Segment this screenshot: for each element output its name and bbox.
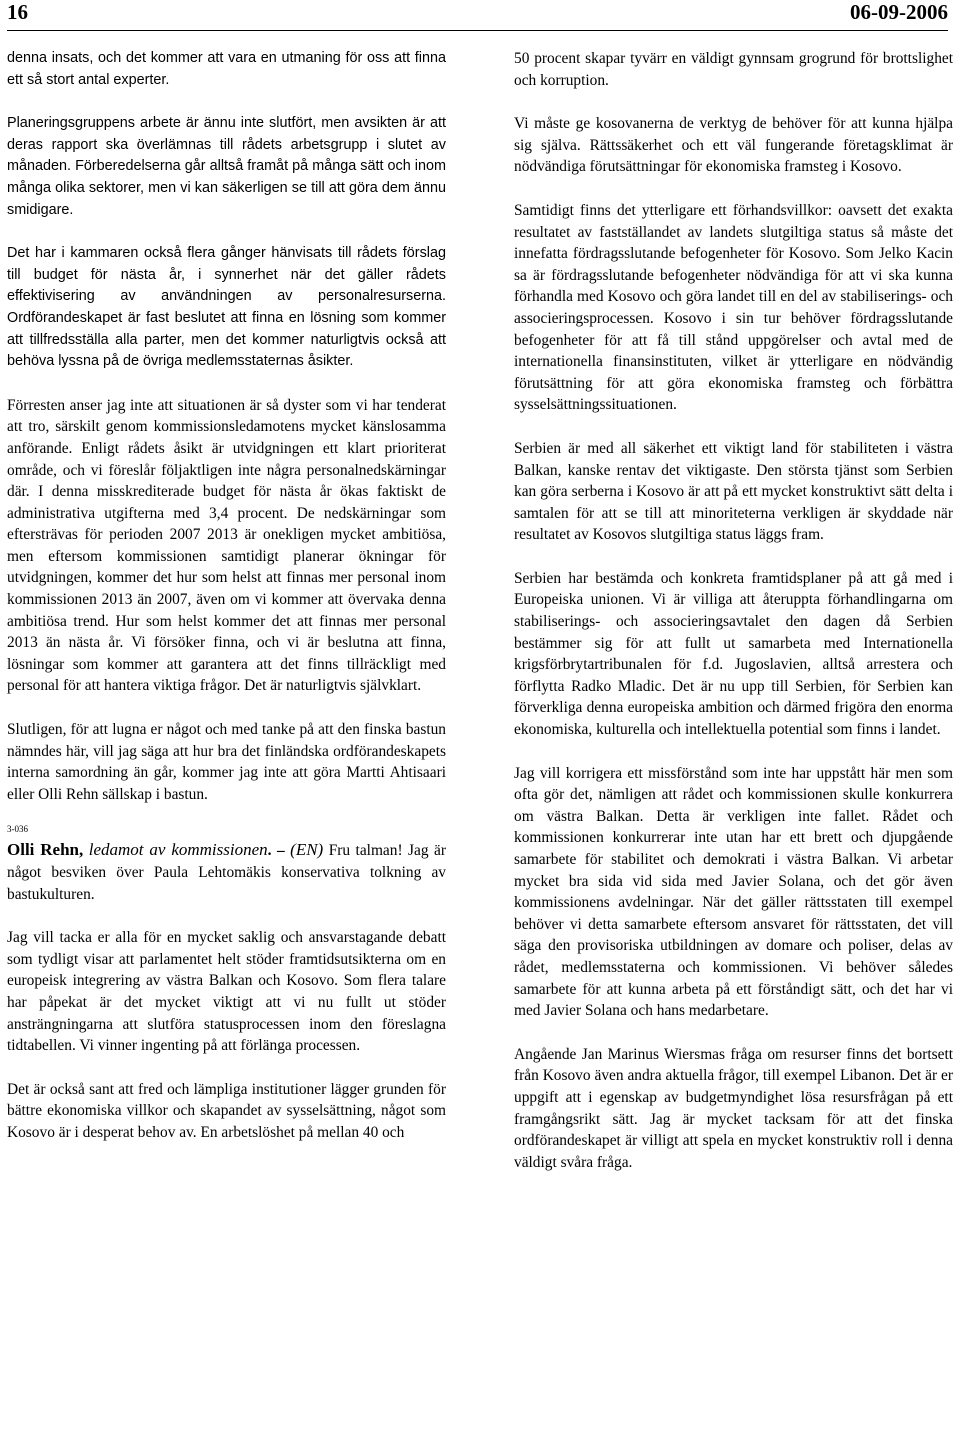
page-date: 06-09-2006 [850, 0, 948, 24]
speech-opening [7, 839, 446, 905]
speech-dash: . – [267, 842, 285, 860]
speech-number: 3-036 [7, 824, 28, 835]
paragraph: denna insats, och det kommer att vara en utmaning för oss att finna ett så stort antal experter. [7, 50, 446, 88]
language-tag: (EN) [290, 840, 324, 860]
paragraph: Jag vill tacka er alla för en mycket saklig och ansvarstagande debatt som tydligt visar att parlamentet helt stöder framtidsutsikterna om en europeisk integrering av västra Balkan och Kosovo. Som flera talare har påpekat är det mycket viktigt att vi nu fullt ut stöder ansträngningarna att slutföra statusprocessen inom den föreslagna tidtabellen. Vi vinner ingenting på att förlänga processen. [7, 929, 446, 1055]
paragraph: Serbien är med all säkerhet ett viktigt land för stabiliteten i västra Balkan, kanske rentav det viktigaste. Den största tjänst som Serbien kan göra serberna i Kosovo är att på ett mycket konstruktivt sätt delta i samtalen för att se till att minoriteterna verkligen är skyddade när resultatet av Kosovos slutgiltiga status läggs fram. [514, 439, 953, 544]
paragraph: Jag vill korrigera ett missförstånd som inte har uppstått här men som ofta gör det, nämligen att rådet och kommissionen skulle konkurrera om västra Balkan. Detta är verkligen inte fallet. Rådet och kommissionen konkurrerar inte utan har ett brett och djupgående samarbete för stabilitet och demokrati i västra Balkan. Vi arbetar mycket bra sida vid sida med Javier Solana, och det gör även kommissionens avdelningar. När det gäller rättsstaten till exempel behöver vi detta samarbete eftersom ansvaret för rättsstaten, det vill säga den provisoriska utbildningen av domare och poliser, delas av rådet, medlemsstaterna och kommissionen. Vi behöver således samarbete för att kunna arbeta på ett förståndigt sätt, och det har vi med Javier Solana och hans medarbetare. [514, 764, 953, 1020]
speaker-role: ledamot av kommissionen [88, 840, 268, 860]
paragraph: Angående Jan Marinus Wiersmas fråga om resurser finns det bortsett från Kosovo även andra aktuella frågor, till exempel Libanon. Det är er uppgift att i egenskap av budgetmyndighet lösa resursfrågan på ett framgångsrikt sätt. Jag är mycket tacksam för att det finska ordförandeskapet är villigt att spela en mycket konstruktiv roll i denna väldigt svåra fråga. [514, 1045, 953, 1171]
paragraph [7, 243, 446, 373]
paragraph: Slutligen, för att lugna er något och med tanke på att den finska bastun nämndes här, vill jag säga att hur bra det finländska ordförandeskapets interna samordning än går, kommer jag inte att göra Martti Ahtisaari eller Olli Rehn sällskap i bastun. [7, 721, 446, 803]
speaker-name: Olli Rehn, [7, 840, 84, 860]
paragraph: 50 procent skapar tyvärr en väldigt gynnsam grogrund för brottslighet och korruption. [514, 50, 953, 89]
left-column [7, 48, 446, 1166]
page-number: 16 [7, 0, 28, 24]
paragraph: Serbien har bestämda och konkreta framtidsplaner på att gå med i Europeiska unionen. Vi är villiga att återuppta förhandlingarna om stabiliserings- och associeringsavtalet den dagen då Serbien bestämmer sig för att fullt ut samarbeta med Internationella krigsförbrytartribunalen för f.d. Jugoslavien, alltså arrestera och förflytta Radko Mladic. Det är nu upp till Serbien, för Serbien kan förverkliga denna europeiska ambition och därmed frigöra den enorma ekonomiska, kulturella och intellektuella potential som finns i landet. [514, 569, 953, 739]
paragraph: Förresten anser jag inte att situationen är så dyster som vi har tenderat att tro, särskilt genom kommissionsledamotens mycket känslosamma anförande. Enligt rådets åsikt är utvidgningen ett klart prioriterat område, och vi föreslår följaktligen inte några personalnedskärningar där. I denna misskrediterade budget för nästa år ökas faktiskt de administrativa utgifterna med 3,4 procent. De nedskärningar som eftersträvas för perioden 2007 2013 är onekligen mycket ambitiösa, men eftersom kommissionen samtidigt planerar ökningar för utvidgningen, kommer det hur som helst att finnas mer personal inom kommissionen 2013 än 2007, även om vi kommer att övervaka denna ambitiösa trend. Hur som helst kommer det att finnas mer personal 2013 än nästa år. Vi försöker finna, och vi är beslutna att finna, lösningar som kommer att garantera att det finns tillräckligt med personal för att hantera viktiga frågor. Det är naturligtvis självklart. [7, 396, 446, 695]
page-header [7, 0, 948, 31]
paragraph-part: Förberedelserna går alltså framåt på många sätt och inom många olika sektorer, men vi kan säkerligen se till att göra dem ännu smidigare. [7, 158, 446, 218]
paragraph [7, 113, 446, 221]
paragraph-part: Planeringsgruppens arbete är ännu inte slutfört, men avsikten är att deras rapport ska överlämnas till rådets arbetsgrupp i slutet av månaden. [7, 115, 446, 175]
right-column [514, 48, 953, 1195]
speech-text: Fru talman! Jag är något besviken över Paula Lehtomäkis konservativa tolkning av bastukulturen. [7, 842, 446, 903]
paragraph: Samtidigt finns det ytterligare ett förhandsvillkor: oavsett det exakta resultatet av fastställandet av landets slutgiltiga status så måste det innefatta fördragsslutande befogenheter för Kosovo. Som Jelko Kacin sa är fördragsslutande befogenheter nödvändiga för att vi ska kunna förhandla med Kosovo och göra landet till en del av stabiliserings- och associeringsprocessen. Kosovo i sin tur behöver fördragsslutande befogenheter för att få till stånd uppgörelser och avtal med de internationella finansinstituten, vilket är ytterligare en nödvändig förutsättning för att göra ekonomiska framsteg och förbättra sysselsättningssituationen. [514, 201, 953, 414]
paragraph-part: Det har i kammaren också flera gånger hänvisats till rådets förslag till budget för nästa år, i synnerhet när det gäller rådets effektivisering av användningen av personalresurserna. [7, 245, 446, 305]
paragraph-part: Ordförandeskapet är fast beslutet att finna en lösning som kommer att tillfredsställa alla parter, men det kommer naturligtvis också att behöva lyssna på de övriga medlemsstaternas åsikter. [7, 309, 446, 370]
paragraph: Vi måste ge kosovanerna de verktyg de behöver för att kunna hjälpa sig själva. Rättssäkerhet och ett väl fungerande företagsklimat är nödvändiga förutsättningar för ekonomiska framsteg i Kosovo. [514, 115, 953, 176]
paragraph: Det är också sant att fred och lämpliga institutioner lägger grunden för bättre ekonomiska villkor och skapandet av sysselsättning, något som Kosovo är i desperat behov av. En arbetslöshet på mellan 40 och [7, 1080, 446, 1141]
